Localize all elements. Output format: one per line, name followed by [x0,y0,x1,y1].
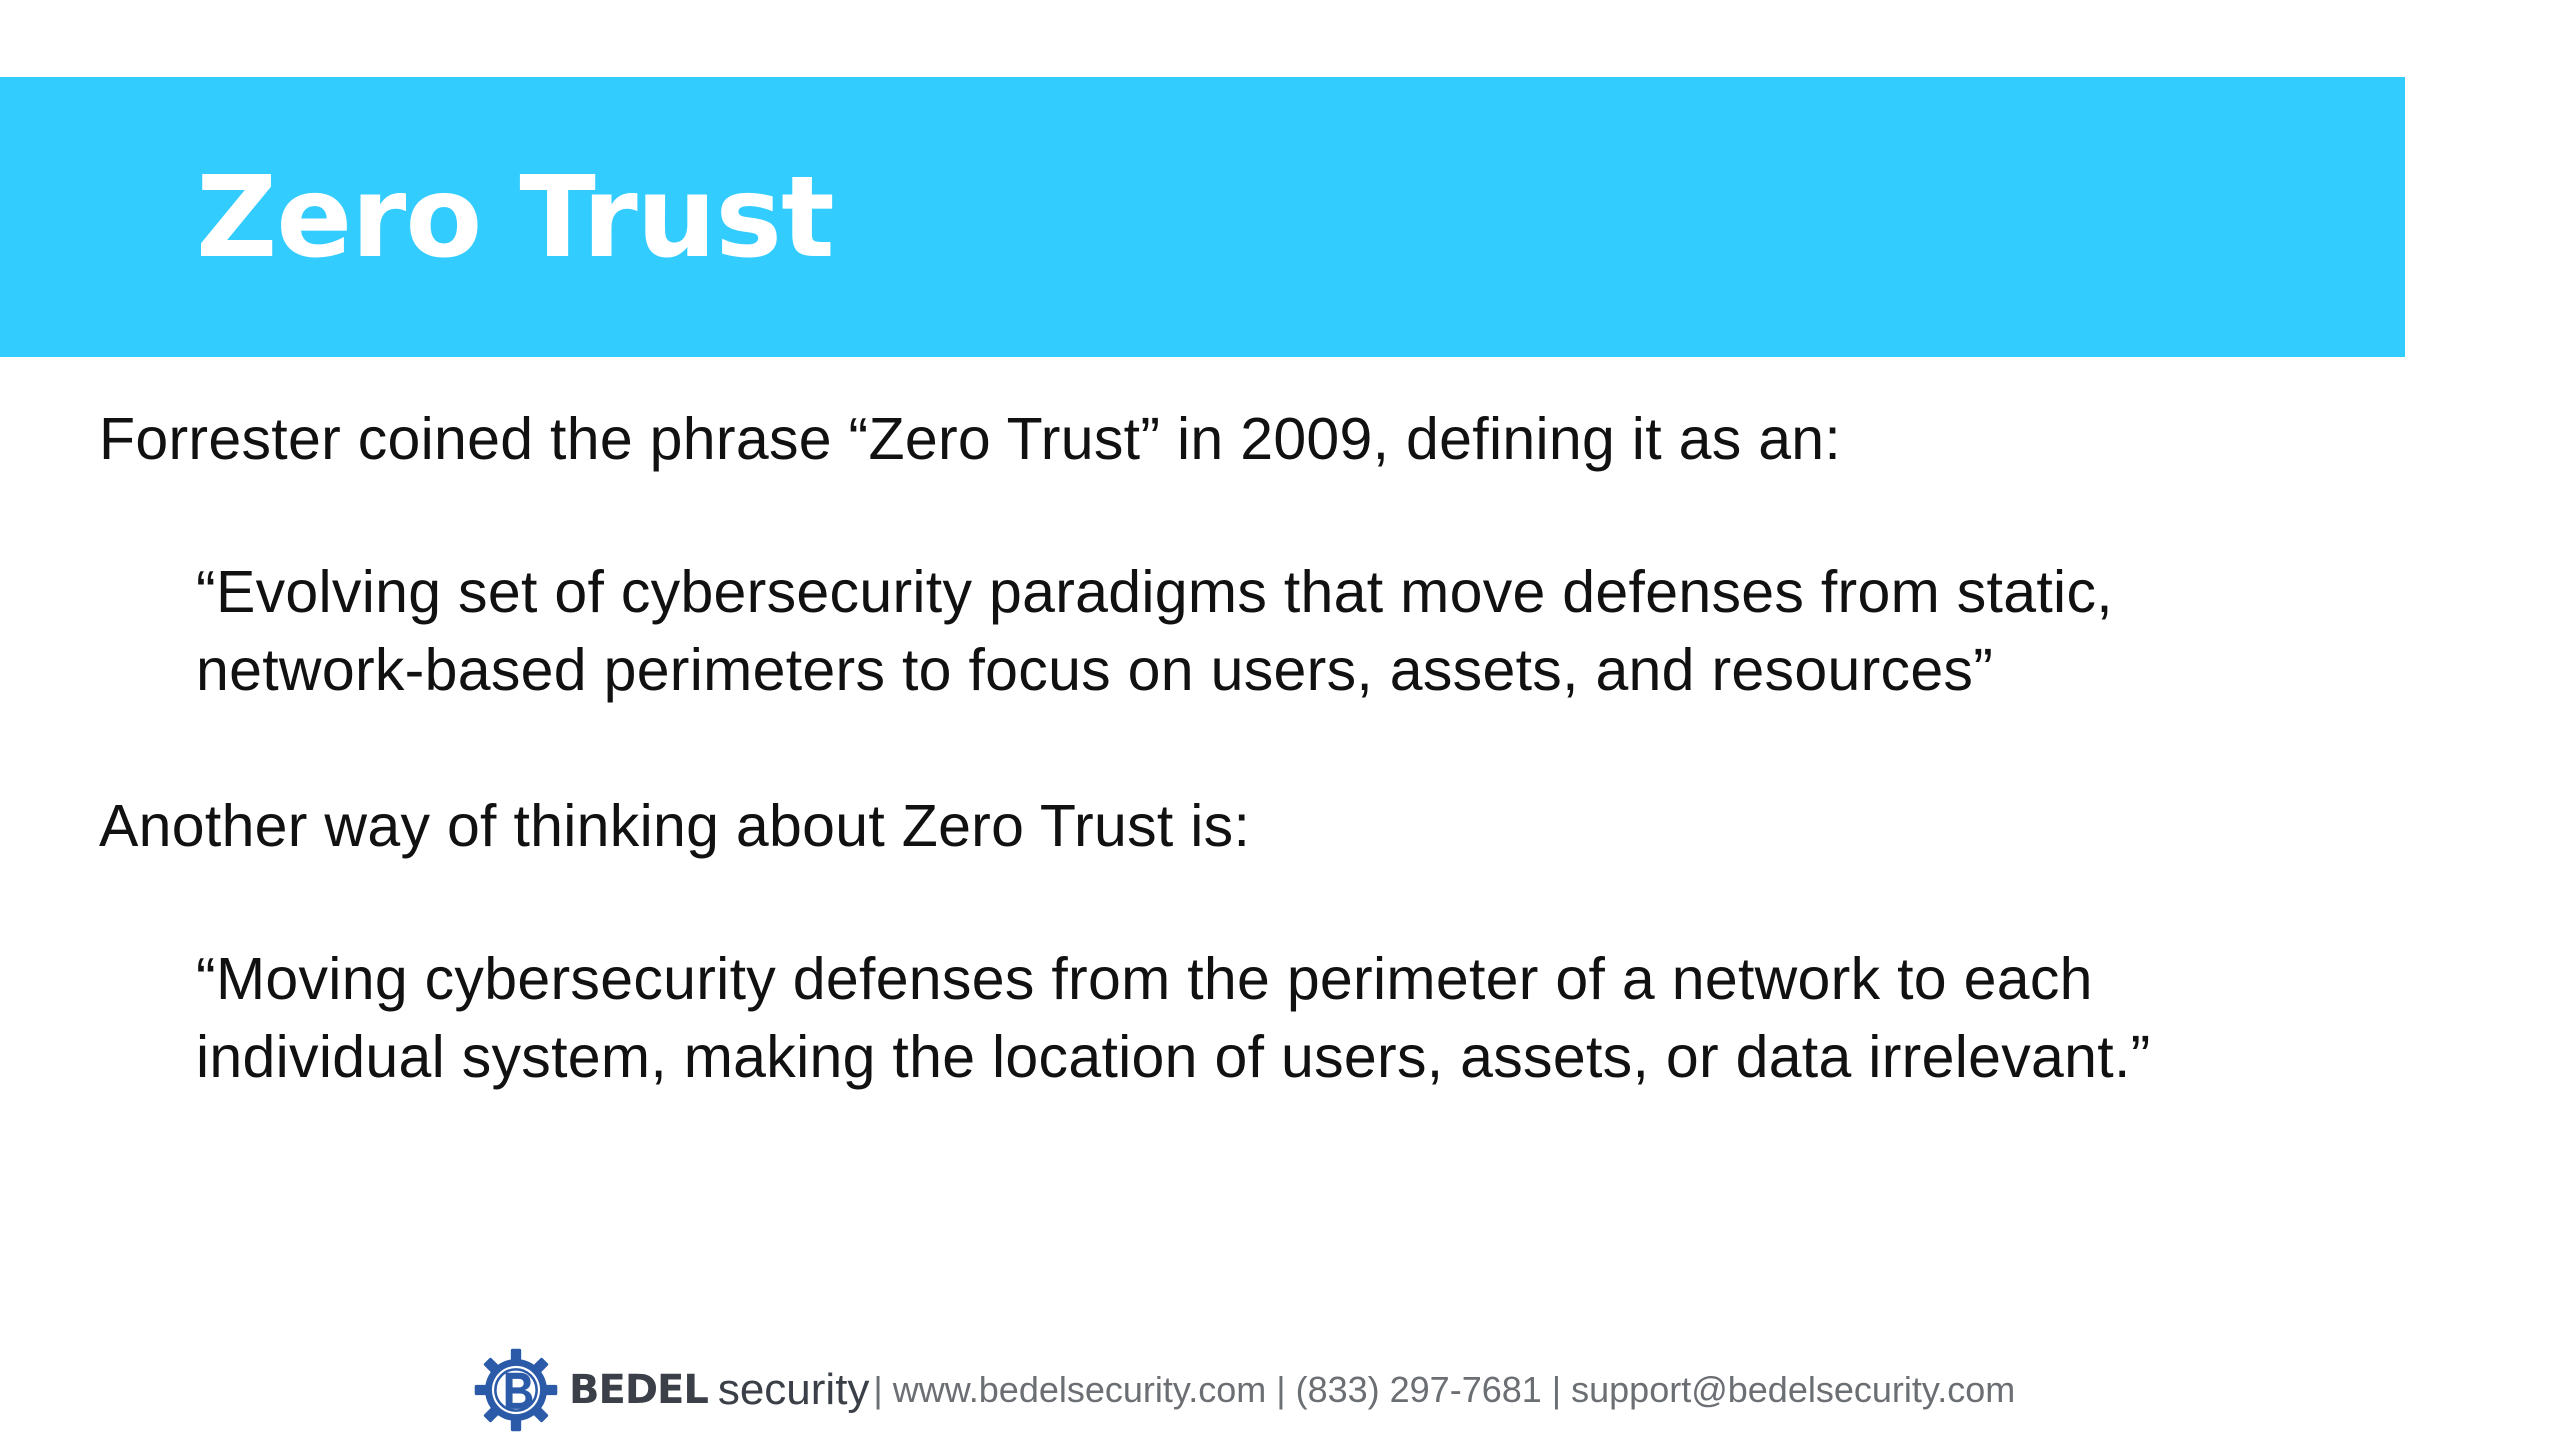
quote-line: “Evolving set of cybersecurity paradigms that move defenses from static, [196,559,2113,625]
quote-line: network-based perimeters to focus on users, assets, and resources” [196,637,1994,703]
quote-another-way [196,940,2151,1096]
paragraph-forrester: Forrester coined the phrase “Zero Trust” in 2009, defining it as an: [99,406,1842,472]
quote-line: “Moving cybersecurity defenses from the perimeter of a network to each [196,946,2093,1012]
quote-forrester [196,553,2113,709]
footer [473,1340,2015,1440]
slide-title: Zero Trust [196,153,834,283]
gear-b-logo-icon [473,1347,559,1433]
contact-info: | www.bedelsecurity.com | (833) 297-7681 | support@bedelsecurity.com [873,1369,2016,1410]
brand-name-bold: BEDEL [569,1367,708,1413]
brand-name-light: security [717,1365,870,1414]
paragraph-another-way: Another way of thinking about Zero Trust is: [99,793,1251,859]
quote-line: individual system, making the location of users, assets, or data irrelevant.” [196,1024,2151,1090]
